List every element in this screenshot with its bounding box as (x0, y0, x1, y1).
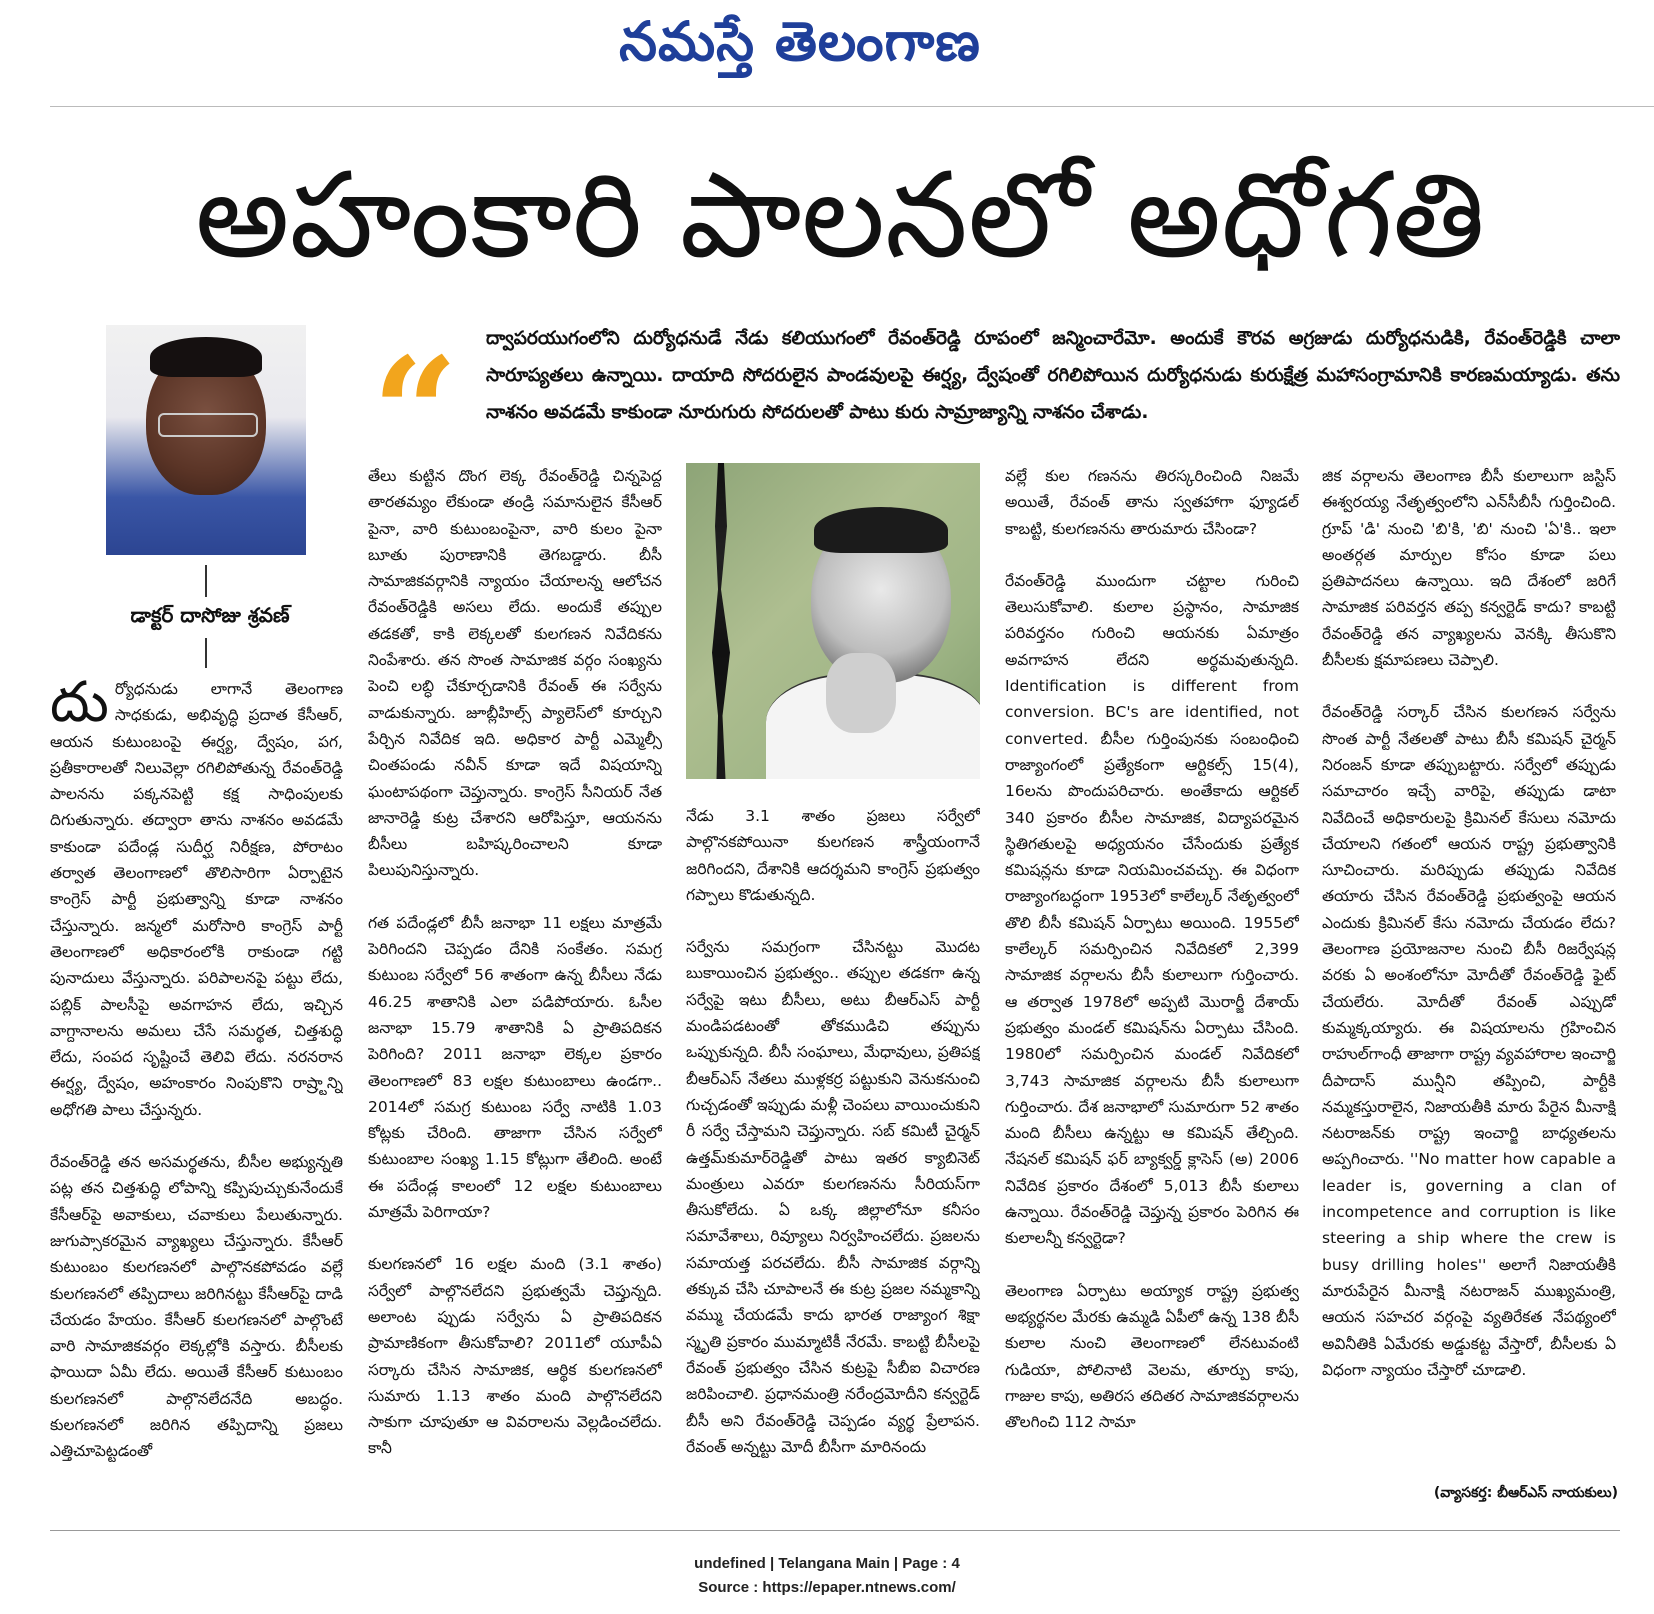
paragraph: వల్లే కుల గణనను తిరస్కరించింది నిజమే అయితే, రేవంత్ తాను స్వతహాగా ఫ్యూడల్ కాబట్టి, కులగణనను తారుమారు చేసిండా? (1005, 467, 1299, 538)
drop-cap: దు (50, 676, 109, 735)
author-name: డాక్టర్ దాసోజు శ్రవణ్ (130, 603, 290, 627)
footer-source-link[interactable]: Source : https://epaper.ntnews.com/ (698, 1579, 956, 1596)
paragraph: నేడు 3.1 శాతం ప్రజలు సర్వేలో పాల్గొనకపోయినా కులగణన శాస్త్రీయంగానే జరిగిందని, దేశానికి ఆదర్శమని కాంగ్రెస్ ప్రభుత్వం గప్పాలు కొడుతున్నది. (686, 807, 980, 904)
paragraph: గత పదేండ్లలో బీసీ జనాభా 11 లక్షలు మాత్రమే పెరిగిందని చెప్పడం దేనికి సంకేతం. సమగ్ర కుటుంబ సర్వేలో 56 శాతంగా ఉన్న బీసీలు నేడు 46.25 శాతానికి ఎలా పడిపోయారు. ఓసీల జనాభా 15.79 శాతానికి ఏ ప్రాతిపదికన పెరిగింది? 2011 జనాభా లెక్కల ప్రకారం తెలంగాణలో 83 లక్షల కుటుంబాలు ఉండగా.. 2014లో సమగ్ర కుటుంబ సర్వే నాటికి 1.03 కోట్లకు చేరింది. తాజాగా చేసిన సర్వేలో కుటుంబాల సంఖ్య 1.15 కోట్లుగా తేలింది. అంటే ఈ పదేండ్ల కాలంలో 12 లక్షల కుటుంబాలు మాత్రమే పెరిగాయా? (368, 913, 662, 1222)
quote-icon: “ (372, 325, 459, 501)
paragraph: తెలంగాణ ఏర్పాటు అయ్యాక రాష్ట్ర ప్రభుత్వ అభ్యర్థనల మేరకు ఉమ్మడి ఏపీలో ఉన్న 138 బీసీ కులాల నుంచి తెలంగాణలో లేనటువంటి గుడియా, పోలినాటి వెలమ, తూర్పు కాపు, గాజుల కాపు, అతిరస తదితర సామాజికవర్గాలను తొలగించి 112 సామా (1005, 1281, 1299, 1432)
column-4 (1005, 463, 1299, 1503)
paragraph: తేలు కుట్టిన దొంగ లెక్క రేవంత్‌రెడ్డి చిన్నపెద్ద తారతమ్యం లేకుండా తండ్రి సమానులైన కేసీఆర్ పైనా, వారి కుటుంబంపైనా, వారి కులం పైనా బూతు పురాణానికి తెగబడ్డారు. బీసీ సామాజికవర్గానికి న్యాయం చేయాలన్న ఆలోచన రేవంత్‌రెడ్డికి అసలు లేదు. అందుకే తప్పుల తడకతో, కాకి లెక్కలతో కులగణన నివేదికను నింపేశారు. తన సొంత సామాజిక వర్గం సంఖ్యను పెంచి లబ్ధి చేకూర్చడానికి రేవంత్ ఈ సర్వేను వాడుకున్నారు. జూబ్లీహిల్స్ ప్యాలెస్‌లో కూర్చుని పేర్చిన నివేదిక ఇది. అధికార పార్టీ ఎమ్మెల్సీ చింతపండు నవీన్ కూడా ఇదే విషయాన్ని ఘంటాపథంగా చెప్తున్నారు. కాంగ్రెస్ సీనియర్ నేత జానారెడ్డి కుట్ర చేశారని ఆరోపిస్తూ, ఆయనను బీసీలు బహిష్కరించాలని కూడా పిలుపునిస్తున్నారు. (368, 467, 662, 880)
author-photo (106, 325, 306, 555)
paragraph: కులగణనలో 16 లక్షల మంది (3.1 శాతం) సర్వేలో పాల్గొనలేదని ప్రభుత్వమే చెప్తున్నది. అలాంట ప్పుడు సర్వేను ఏ ప్రాతిపదికన ప్రామాణికంగా తీసుకోవాలి? 2011లో యూపీఏ సర్కారు చేసిన సామాజిక, ఆర్థిక కులగణనలో సుమారు 1.13 శాతం మంది పాల్గొనలేదని సాకుగా చూపుతూ ఆ వివరాలను వెల్లడించలేదు. కానీ (368, 1255, 662, 1458)
author-glasses (158, 413, 258, 437)
article-headline: అహంకారి పాలనలో అధోగతి (195, 146, 1485, 284)
column-5 (1322, 463, 1616, 1468)
paragraph: జిక వర్గాలను తెలంగాణ బీసీ కులాలుగా జస్టిస్ ఈశ్వరయ్య నేతృత్వంలోని ఎన్‌సీబీసీ గుర్తించింది. గ్రూప్ 'డి' నుంచి 'బి'కి, 'బి' నుంచి 'ఏ'కి.. ఇలా అంతర్గత మార్పుల కోసం కూడా పలు ప్రతిపాదనలు ఉన్నాయి. ఇది దేశంలో జరిగే సామాజిక పరివర్తన తప్ప కన్వర్టెడ్ కాదు? కాబట్టి రేవంత్‌రెడ్డి తన వ్యాఖ్యలను వెనక్కి తీసుకొని బీసీలకు క్షమాపణలు చెప్పాలి. (1322, 467, 1616, 670)
column-3 (686, 463, 980, 1503)
column-2 (368, 463, 662, 1503)
footer-edition-info: undefined | Telangana Main | Page : 4 (694, 1555, 960, 1572)
author-divider-bottom (205, 638, 207, 668)
paragraph: రేవంత్‌రెడ్డి ముందుగా చట్టాల గురించి తెలుసుకోవాలి. కులాల ప్రస్థానం, సామాజిక పరివర్తనం గురించి ఆయనకు ఏమాత్రం అవగాహన లేదని అర్థమవుతున్నది. Identification is different from conversion. BC's are identified, not converted. బీసీల గుర్తింపునకు సంబంధించి రాజ్యాంగంలో ప్రత్యేకంగా ఆర్టికల్స్ 15(4), 16లను పొందుపరిచారు. అంతేకాదు ఆర్టికల్ 340 ప్రకారం బీసీల సామాజిక, విద్యాపరమైన స్థితిగతులపై అధ్యయనం చేసేందుకు ప్రత్యేక కమిషన్లను కూడా నియమించవచ్చు. ఈ విధంగా రాజ్యాంగబద్ధంగా 1953లో కాలేల్కర్ నేతృత్వంలో తొలి బీసీ కమిషన్ ఏర్పాటు అయింది. 1955లో కాలేల్కర్ సమర్పించిన నివేదికలో 2,399 సామాజిక వర్గాలను బీసీ కులాలుగా గుర్తించారు. ఆ తర్వాత 1978లో అప్పటి మొరార్జీ దేశాయ్ ప్రభుత్వం మండల్ కమిషన్‌ను ఏర్పాటు చేసింది. 1980లో సమర్పించిన మండల్ నివేదికలో 3,743 సామాజిక వర్గాలను బీసీ కులాలుగా గుర్తించారు. దేశ జనాభాలో సుమారుగా 52 శాతం మంది బీసీలు ఉన్నట్టు ఆ కమిషన్ తేల్చింది. నేషనల్ కమిషన్ ఫర్ బ్యాక్వర్డ్ క్లాసెస్ (అ) 2006 నివేదిక ప్రకారం దేశంలో 5,013 బీసీ కులాలు ఉన్నాయి. రేవంత్‌రెడ్డి చెప్తున్న ప్రకారం పెరిగిన ఈ కులాలన్నీ కన్వర్టెడా? (1005, 571, 1299, 1248)
paragraph: రేవంత్‌రెడ్డి సర్కార్ చేసిన కులగణన సర్వేను సొంత పార్టీ నేతలతో పాటు బీసీ కమిషన్ చైర్మన్ నిరంజన్ కూడా తప్పుబట్టారు. సర్వేలో తప్పుడు సమాచారం ఇచ్చే వారిపై, తప్పుడు డాటా నివేదించే అధికారులపై క్రిమినల్ కేసులు నమోదు చేయాలని గతంలో ఆయన రాష్ట్ర ప్రభుత్వానికి సూచించారు. మరిప్పుడు తప్పుడు నివేదిక తయారు చేసిన రేవంత్‌రెడ్డి ప్రభుత్వంపై ఆయన ఎందుకు క్రిమినల్ కేసు నమోదు చేయడం లేదు? తెలంగాణ ప్రయోజనాల నుంచి బీసీ రిజర్వేషన్ల వరకు ఏ అంశంలోనూ మోదీతో రేవంత్‌రెడ్డి ఫైట్ చేయలేరు. మోదీతో రేవంత్ ఎప్పుడో కుమ్మక్కయ్యారు. ఈ విషయాలను గ్రహించిన రాహుల్‌గాంధీ తాజాగా రాష్ట్ర వ్యవహారాల ఇంచార్జి దీపాదాస్ మున్షీని తప్పించి, పార్టీకి నమ్మకస్తురాలైన, నిజాయతీకి మారు పేరైన మీనాక్షి నటరాజన్‌కు రాష్ట్ర ఇంచార్జి బాధ్యతలను అప్పగించారు. ''No matter how capable a leader is, governing a clan of incompetence and corruption is like steering a ship where the crew is busy drilling holes'' అలాగే నిజాయతీకి మారుపేరైన మీనాక్షి నటరాజన్ ముఖ్యమంత్రి, ఆయన సహచర వర్గంపై వ్యతిరేకత నేపథ్యంలో అవినీతికి ఏమేరకు అడ్డుకట్ట వేస్తారో, బీసీలకు ఏ విధంగా న్యాయం చేస్తారో చూడాలి. (1322, 703, 1616, 1379)
author-credit: (వ్యాసకర్త: బీఆర్‌ఎస్ నాయకులు) (1433, 1485, 1618, 1501)
paragraph: సర్వేను సమగ్రంగా చేసినట్టు మొదట బుకాయించిన ప్రభుత్వం.. తప్పుల తడకగా ఉన్న సర్వేపై ఇటు బీసీలు, అటు బీఆర్‌ఎస్ పార్టీ మండిపడటంతో తోకముడిచి తప్పును ఒప్పుకున్నది. బీసీ సంఘాలు, మేధావులు, ప్రతిపక్ష బీఆర్‌ఎస్ నేతలు ముళ్లకర్ర పట్టుకుని వెనుకనుంచి గుచ్చడంతో ఇప్పుడు మళ్లీ చెంపలు వాయించుకుని రీ సర్వే చేస్తామని చెప్తున్నారు. సబ్ కమిటీ చైర్మన్ ఉత్తమ్‌కుమార్‌రెడ్డితో పాటు ఇతర క్యాబినెట్ మంత్రులు ఎవరూ కులగణనను సీరియస్‌గా తీసుకోలేదు. ఏ ఒక్క జిల్లాలోనూ కనీసం సమావేశాలు, రివ్యూలు నిర్వహించలేదు. ప్రజలను సమాయత్త పరచలేదు. బీసీ సామాజిక వర్గాన్ని తక్కువ చేసి చూపాలనే ఈ కుట్ర ప్రజల నమ్మకాన్ని వమ్ము చేయడమే కాదు భారత రాజ్యాంగ శిక్షా స్మృతి ప్రకారం ముమ్మాటికీ నేరమే. కాబట్టి బీసీలపై రేవంత్ ప్రభుత్వం చేసిన కుట్రపై సీబీఐ విచారణ జరిపించాలి. ప్రధానమంత్రి నరేంద్రమోదీని కన్వర్టెడ్ బీసీ అని రేవంత్‌రెడ్డి చెప్పడం వ్యర్థ ప్రేలాపన. రేవంత్ అన్నట్టు మోదీ బీసీగా మారినందు (686, 938, 980, 1456)
author-divider-top (205, 565, 207, 597)
paragraph: దుర్యోధనుడు లాగానే తెలంగాణ సాధకుడు, అభివృద్ధి ప్రదాత కేసీఆర్, ఆయన కుటుంబంపై ఈర్ష్య, ద్వేషం, పగ, ప్రతీకారాలతో నిలువెల్లా రగిలిపోతున్న రేవంత్‌రెడ్డి పాలనను పక్కనపెట్టి కక్ష సాధింపులకు దిగుతున్నారు. తద్వారా తాను నాశనం అవడమే కాకుండా పదేండ్ల సుదీర్ఘ నిరీక్షణ, పోరాటం తర్వాత తెలంగాణలో తొలిసారిగా ఏర్పాటైన కాంగ్రెస్ పార్టీ ప్రభుత్వాన్ని కూడా నాశనం చేస్తున్నారు. జన్మలో మరోసారి కాంగ్రెస్ పార్టీ తెలంగాణలో అధికారంలోకి రాకుండా గట్టి పునాదులు వేస్తున్నారు. పరిపాలనపై పట్టు లేదు, పబ్లిక్ పాలసీపై అవగాహన లేదు, ఇచ్చిన వాగ్దానాలను అమలు చేసే సమర్థత, చిత్తశుద్ధి లేదు, సంపద సృష్టించే తెలివి లేదు. నరనరాన ఈర్ష్య, ద్వేషం, అహంకారం నింపుకొని రాష్ర్టాన్ని అధోగతి పాలు చేస్తున్నరు. (50, 676, 343, 1119)
bottom-divider (50, 1530, 1620, 1531)
page-footer (0, 1552, 1654, 1602)
column-1 (50, 676, 343, 1506)
masthead-logo: నమస్తే తెలంగాణ (619, 10, 981, 73)
author-hair (150, 337, 262, 377)
article-intro: ద్వాపరయుగంలోని దుర్యోధనుడే నేడు కలియుగంలో రేవంత్‌రెడ్డి రూపంలో జన్మించారేమో. అందుకే కౌరవ అగ్రజుడు దుర్యోధనుడికి, రేవంత్‌రెడ్డికి చాలా సారూప్యతలు ఉన్నాయి. దాయాది సోదరులైన పాండవులపై ఈర్ష్య, ద్వేషంతో రగిలిపోయిన దుర్యోధనుడు కురుక్షేత్ర మహాసంగ్రామానికి కారణమయ్యాడు. తను నాశనం అవడమే కాకుండా నూరుగురు సోదరులతో పాటు కురు సామ్రాజ్యాన్ని నాశనం చేశాడు. (486, 328, 1620, 423)
top-divider (50, 106, 1654, 107)
paragraph: రేవంత్‌రెడ్డి తన అసమర్థతను, బీసీల అభ్యున్నతి పట్ల తన చిత్తశుద్ధి లోపాన్ని కప్పిపుచ్చుకునేందుకే కేసీఆర్‌పై అవాకులు, చవాకులు పేలుతున్నారు. జుగుప్సాకరమైన వ్యాఖ్యలు చేస్తున్నారు. కేసీఆర్ కుటుంబం కులగణనలో పాల్గొనకపోవడం వల్లే కులగణనలో తప్పిదాలు జరిగినట్టు కేసీఆర్‌పై దాడి చేయడం హేయం. కేసీఆర్ కులగణనలో పాల్గొంటే వారి సామాజికవర్గం లెక్కల్లోకి వస్తారు. బీసీలకు ఫాయిదా ఏమీ లేదు. అయితే కేసీఆర్ కుటుంబం కులగణనలో పాల్గొనలేదనేది అబద్ధం. కులగణనలో జరిగిన తప్పిదాన్ని ప్రజలు ఎత్తిచూపెట్టడంతో (50, 1153, 343, 1461)
